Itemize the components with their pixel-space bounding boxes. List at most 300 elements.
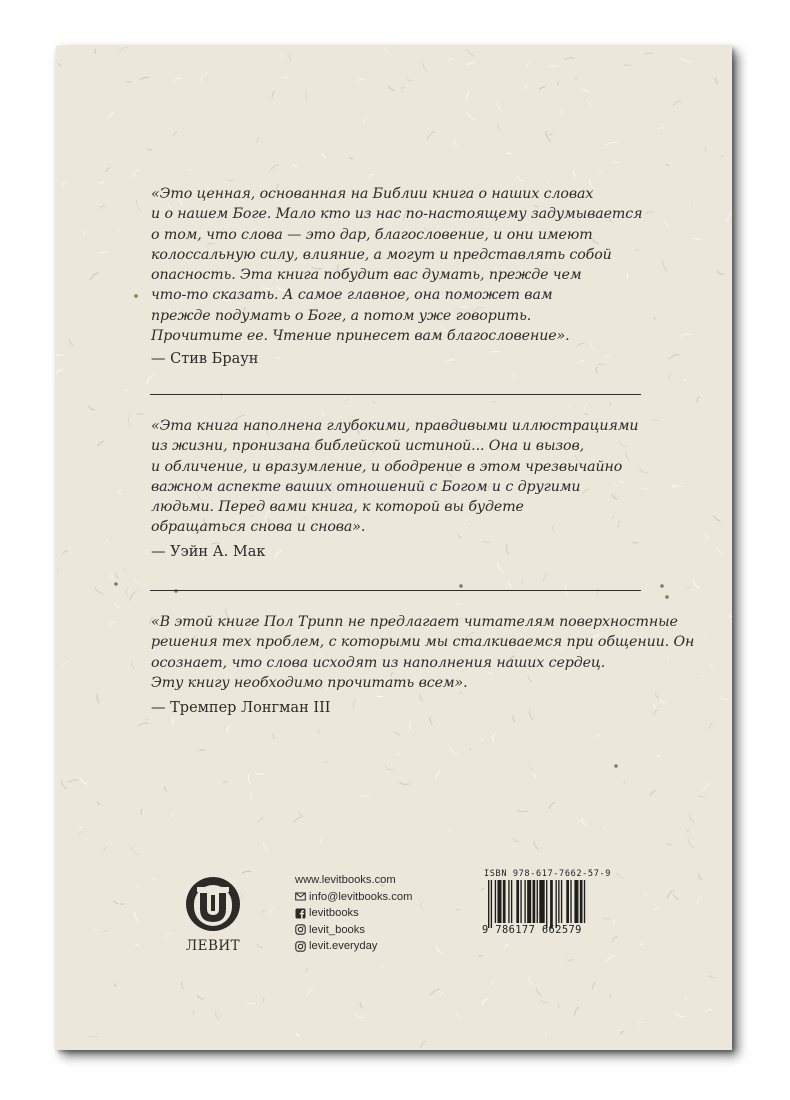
paper-fiber — [101, 252, 107, 253]
paper-fiber — [688, 839, 693, 848]
paper-fiber — [166, 933, 173, 937]
paper-fiber — [59, 63, 61, 66]
paper-fiber — [606, 956, 615, 962]
paper-fiber — [593, 983, 596, 990]
paper-fiber — [436, 772, 440, 779]
paper-fiber — [497, 102, 501, 110]
paper-fiber — [396, 753, 400, 755]
paper-fiber — [466, 63, 474, 65]
paper-fiber — [513, 839, 519, 842]
paper-fiber — [600, 171, 602, 173]
paper-fiber — [674, 101, 681, 105]
paper-fiber — [645, 53, 653, 54]
paper-fiber — [450, 748, 457, 756]
paper-fiber — [720, 697, 727, 700]
paper-fiber — [69, 340, 73, 345]
barcode-bar — [516, 880, 519, 923]
paper-fiber — [685, 996, 687, 999]
paper-fiber — [130, 591, 136, 600]
paper-fiber — [127, 588, 128, 597]
quote-line: важном аспекте ваших отношений с Богом и с другими — [151, 478, 581, 495]
paper-fiber — [714, 515, 721, 521]
quote-line: обращаться снова и снова». — [151, 519, 366, 536]
paper-fiber — [667, 891, 674, 899]
paper-fiber — [56, 355, 62, 356]
paper-fiber — [226, 179, 234, 180]
paper-fiber — [141, 809, 142, 814]
paper-fiber — [272, 92, 274, 99]
paper-fiber — [106, 168, 110, 172]
paper-fiber — [257, 138, 259, 143]
barcode-bar — [511, 880, 512, 923]
paper-fiber — [703, 784, 711, 792]
quote-line: «В этой книге Пол Трипп не предлагает читателям поверхностные — [151, 614, 678, 630]
paper-fiber — [585, 413, 588, 414]
paper-fiber — [104, 930, 108, 932]
review-quote-3 — [151, 612, 695, 693]
paper-fiber — [479, 955, 483, 956]
paper-fiber — [137, 884, 139, 886]
paper-fiber — [394, 731, 400, 735]
paper-fiber — [107, 540, 108, 542]
publisher-contacts — [295, 872, 412, 955]
paper-fiber — [449, 58, 455, 60]
paper-fiber — [654, 908, 658, 910]
paper-fiber — [360, 1003, 362, 1009]
paper-fiber — [565, 58, 574, 59]
facebook-icon — [295, 908, 306, 919]
paper-fiber — [198, 995, 204, 999]
paper-fiber — [660, 699, 664, 703]
barcode-bar — [558, 880, 559, 923]
paper-fiber — [585, 403, 587, 411]
paper-fiber — [445, 360, 455, 363]
paper-fiber — [456, 603, 462, 605]
paper-speck — [665, 595, 669, 599]
barcode-bar — [533, 880, 536, 923]
barcode-bar — [539, 880, 544, 923]
barcode-bar — [546, 880, 547, 928]
paper-fiber — [656, 694, 659, 697]
paper-fiber — [274, 551, 282, 558]
paper-fiber — [293, 165, 297, 166]
review-quote-1 — [151, 184, 661, 346]
paper-fiber — [658, 128, 665, 130]
paper-fiber — [80, 827, 82, 829]
paper-fiber — [530, 767, 533, 770]
paper-fiber — [528, 977, 533, 984]
barcode-bar — [550, 880, 553, 928]
paper-fiber — [633, 543, 638, 544]
paper-fiber — [109, 113, 114, 119]
isbn-label: ISBN 978-617-7662-57-9 — [484, 869, 612, 879]
paper-fiber — [350, 158, 353, 159]
paper-fiber — [506, 544, 508, 554]
paper-fiber — [115, 603, 120, 608]
quote-line: из жизни, пронизана библейской истиной... Она и вызов, — [151, 438, 585, 455]
paper-fiber — [400, 783, 409, 785]
paper-fiber — [466, 92, 469, 102]
paper-fiber — [436, 946, 442, 954]
barcode-bar — [503, 880, 506, 923]
paper-fiber — [63, 182, 65, 185]
paper-fiber — [604, 355, 610, 358]
paper-fiber — [523, 579, 524, 584]
paper-fiber — [215, 1012, 219, 1019]
paper-fiber — [513, 715, 514, 722]
paper-fiber — [189, 170, 193, 171]
paper-fiber — [493, 734, 494, 742]
paper-fiber — [456, 1012, 461, 1019]
barcode-bar — [561, 880, 562, 923]
paper-fiber — [255, 772, 265, 774]
paper-fiber — [596, 734, 600, 737]
paper-fiber — [247, 1003, 255, 1004]
review-author-3: — Тремпер Лонгман III — [151, 700, 331, 716]
paper-fiber — [91, 273, 99, 280]
review-author-2: — Уэйн А. Мак — [151, 544, 266, 560]
paper-fiber — [612, 936, 618, 942]
paper-fiber — [668, 658, 669, 660]
paper-fiber — [173, 132, 177, 136]
paper-speck — [134, 294, 138, 298]
paper-fiber — [654, 710, 657, 715]
paper-fiber — [283, 77, 288, 78]
paper-fiber — [257, 944, 262, 948]
paper-fiber — [498, 562, 503, 572]
paper-fiber — [382, 966, 384, 968]
paper-fiber — [669, 375, 670, 379]
barcode-bar — [488, 880, 489, 928]
paper-fiber — [140, 77, 149, 79]
paper-fiber — [689, 815, 694, 823]
paper-fiber — [704, 635, 708, 638]
paper-fiber — [389, 86, 394, 91]
paper-fiber — [658, 755, 660, 757]
barcode-bar — [491, 880, 492, 928]
quote-line: «Эта книга наполнена глубокими, правдивыми иллюстрациями — [151, 418, 639, 434]
paper-fiber — [507, 152, 511, 154]
paper-speck — [614, 764, 618, 768]
paper-fiber — [705, 1009, 712, 1011]
paper-fiber — [650, 791, 655, 796]
paper-fiber — [717, 546, 724, 555]
quote-line: прежде подумать о Боге, а потом уже говорить. — [151, 307, 532, 324]
paper-fiber — [116, 573, 119, 578]
paper-fiber — [62, 661, 70, 667]
paper-fiber — [509, 581, 511, 587]
paper-fiber — [135, 578, 138, 583]
paper-fiber — [420, 694, 423, 701]
paper-fiber — [118, 47, 127, 52]
paper-fiber — [136, 944, 139, 945]
paper-fiber — [561, 110, 562, 114]
paper-fiber — [698, 874, 702, 880]
paper-fiber — [582, 819, 587, 826]
barcode-bar — [497, 880, 501, 923]
paper-fiber — [697, 897, 702, 904]
paper-fiber — [308, 989, 313, 995]
paper-fiber — [610, 994, 611, 998]
paper-fiber — [322, 153, 326, 158]
paper-fiber — [493, 402, 496, 403]
paper-fiber — [193, 1011, 195, 1014]
paper-fiber — [63, 551, 68, 553]
paper-fiber — [298, 812, 302, 817]
barcode-bar — [566, 880, 569, 923]
paper-fiber — [273, 734, 275, 739]
paper-fiber — [442, 993, 443, 995]
paper-fiber — [598, 364, 606, 365]
paper-fiber — [133, 170, 139, 177]
paper-fiber — [666, 843, 672, 845]
paper-fiber — [482, 999, 488, 1005]
paper-fiber — [666, 164, 670, 165]
paper-fiber — [368, 174, 374, 177]
barcode-bar — [574, 880, 578, 923]
paper-fiber — [549, 803, 555, 809]
paper-fiber — [505, 945, 509, 948]
barcode-bar — [508, 880, 509, 923]
paper-fiber — [56, 370, 62, 374]
paper-fiber — [684, 379, 686, 380]
paper-fiber — [427, 132, 434, 139]
paper-fiber — [80, 832, 81, 835]
paper-fiber — [421, 1041, 426, 1047]
instagram-link-everyday[interactable] — [295, 938, 412, 955]
paper-fiber — [118, 228, 120, 230]
paper-fiber — [407, 79, 413, 82]
paper-fiber — [624, 64, 631, 65]
paper-fiber — [97, 802, 100, 805]
paper-fiber — [138, 723, 148, 726]
paper-fiber — [131, 847, 138, 855]
paper-fiber — [681, 334, 692, 336]
paper-fiber — [545, 1034, 547, 1036]
paper-fiber — [88, 406, 94, 410]
paper-fiber — [373, 401, 375, 403]
paper-fiber — [527, 63, 529, 66]
paper-fiber — [566, 960, 573, 961]
instagram-icon — [295, 941, 306, 952]
paper-fiber — [164, 786, 166, 791]
paper-fiber — [653, 704, 656, 708]
paper-fiber — [423, 63, 426, 71]
paper-fiber — [172, 812, 173, 817]
paper-fiber — [353, 699, 356, 709]
quote-line: и обличение, и вразумление, и ободрение в этом чрезвычайно — [151, 458, 623, 475]
barcode-digits: 9 786177 662579 — [482, 924, 582, 936]
paper-fiber — [612, 161, 620, 162]
paper-fiber — [669, 355, 679, 359]
book-back-cover — [56, 46, 732, 1050]
paper-fiber — [258, 817, 264, 822]
paper-fiber — [692, 204, 693, 206]
section-divider — [150, 590, 641, 591]
paper-fiber — [534, 841, 538, 849]
paper-fiber — [97, 694, 99, 702]
paper-fiber — [637, 1022, 642, 1026]
paper-fiber — [456, 909, 461, 910]
paper-fiber — [676, 1013, 686, 1017]
envelope-icon — [295, 891, 306, 902]
paper-fiber — [548, 66, 558, 67]
paper-fiber — [89, 1036, 98, 1037]
website-text: www.levitbooks.com — [295, 874, 396, 887]
paper-fiber — [386, 767, 393, 771]
paper-fiber — [573, 171, 576, 176]
instagram-text-books: levit_books — [309, 923, 365, 936]
paper-fiber — [711, 665, 713, 668]
paper-fiber — [468, 113, 475, 120]
paper-fiber — [269, 908, 274, 915]
paper-fiber — [127, 82, 131, 83]
barcode-bar — [556, 880, 557, 928]
quote-line: решения тех проблем, с которыми мы сталкиваемся при общении. Он — [151, 634, 695, 651]
paper-fiber — [716, 78, 718, 83]
section-divider — [150, 394, 641, 395]
paper-speck — [114, 582, 118, 586]
paper-fiber — [356, 1014, 364, 1018]
publisher-name: ЛЕВИТ — [185, 938, 241, 954]
paper-fiber — [491, 351, 499, 352]
paper-fiber — [384, 48, 390, 54]
paper-fiber — [687, 830, 689, 832]
paper-fiber — [665, 221, 669, 227]
paper-fiber — [99, 206, 105, 208]
paper-fiber — [146, 719, 149, 720]
paper-fiber — [281, 55, 282, 58]
paper-fiber — [114, 984, 116, 986]
paper-fiber — [543, 574, 548, 581]
paper-fiber — [228, 726, 230, 733]
paper-fiber — [707, 535, 708, 540]
paper-fiber — [126, 389, 129, 391]
barcode-bar — [570, 880, 571, 923]
paper-fiber — [709, 975, 715, 978]
paper-fiber — [306, 89, 307, 100]
paper-fiber — [574, 1007, 578, 1016]
paper-fiber — [686, 588, 691, 589]
paper-fiber — [325, 762, 327, 764]
paper-fiber — [58, 569, 59, 572]
paper-fiber — [263, 998, 264, 1001]
paper-fiber — [705, 147, 706, 151]
barcode-bar — [495, 880, 496, 923]
paper-fiber — [355, 79, 365, 82]
paper-fiber — [251, 794, 252, 800]
paper-fiber — [99, 182, 104, 183]
paper-fiber — [698, 795, 705, 797]
paper-fiber — [578, 361, 584, 363]
paper-fiber — [721, 156, 724, 158]
paper-fiber — [603, 917, 610, 919]
paper-fiber — [513, 375, 515, 377]
paper-fiber — [467, 49, 474, 56]
quote-line: что-то сказать. А самое главное, она поможет вам — [151, 287, 553, 304]
paper-fiber — [124, 569, 126, 570]
email-link[interactable] — [295, 889, 412, 906]
paper-fiber — [536, 988, 541, 997]
paper-fiber — [147, 376, 153, 384]
paper-fiber — [481, 739, 483, 741]
paper-fiber — [137, 414, 144, 415]
quote-line: Прочитите ее. Чтение принесет вам благословение». — [151, 328, 570, 345]
paper-fiber — [614, 920, 615, 924]
paper-fiber — [540, 1000, 547, 1003]
paper-fiber — [697, 397, 700, 402]
quote-line: опасность. Эта книга побудит вас думать, прежде чем — [151, 267, 582, 284]
paper-fiber — [530, 711, 533, 720]
paper-fiber — [620, 1032, 624, 1034]
paper-fiber — [588, 100, 592, 105]
paper-speck — [660, 584, 664, 588]
paper-fiber — [674, 486, 682, 487]
paper-fiber — [134, 913, 137, 921]
paper-fiber — [726, 215, 731, 223]
barcode-bar — [537, 880, 538, 923]
paper-fiber — [263, 843, 269, 852]
paper-fiber — [363, 116, 367, 123]
quote-line: колоссальную силу, влияние, а могут и представлять собой — [151, 246, 612, 263]
facebook-link[interactable] — [295, 905, 412, 922]
paper-fiber — [498, 123, 501, 130]
paper-fiber — [98, 441, 104, 445]
quote-line: Эту книгу необходимо прочитать всем». — [151, 674, 468, 691]
paper-fiber — [289, 54, 292, 61]
paper-fiber — [518, 810, 528, 811]
paper-fiber — [361, 795, 369, 796]
facebook-text: levitbooks — [309, 907, 359, 920]
paper-fiber — [584, 89, 591, 93]
paper-fiber — [131, 662, 134, 670]
paper-fiber — [558, 1003, 559, 1008]
website-link[interactable] — [295, 872, 412, 889]
paper-fiber — [200, 750, 205, 751]
paper-fiber — [56, 179, 57, 184]
paper-fiber — [272, 165, 279, 169]
quote-line: и о нашем Боге. Мало кто из нас по-настоящему задумывается — [151, 206, 643, 223]
paper-fiber — [693, 580, 699, 588]
paper-fiber — [701, 675, 703, 676]
paper-fiber — [148, 149, 152, 150]
paper-fiber — [95, 49, 96, 53]
paper-speck — [459, 584, 463, 588]
paper-fiber — [69, 780, 78, 782]
barcode-bar — [520, 880, 521, 923]
paper-fiber — [103, 847, 108, 851]
paper-fiber — [674, 895, 679, 899]
paper-fiber — [549, 134, 552, 135]
paper-fiber — [320, 836, 322, 845]
paper-fiber — [534, 774, 536, 777]
paper-fiber — [277, 357, 280, 358]
instagram-link-books[interactable] — [295, 922, 412, 939]
paper-fiber — [430, 718, 432, 725]
quote-line: о том, что слова — это дар, благословение, и они имеют — [151, 226, 593, 243]
paper-fiber — [607, 143, 618, 145]
paper-fiber — [172, 717, 173, 723]
quote-line: осознает, что слова исходят из наполнения наших сердец. — [151, 654, 606, 671]
paper-fiber — [80, 778, 87, 784]
instagram-icon — [295, 924, 306, 935]
paper-fiber — [201, 73, 208, 81]
paper-fiber — [681, 58, 691, 62]
paper-fiber — [294, 817, 303, 822]
paper-fiber — [95, 588, 103, 594]
paper-fiber — [346, 400, 348, 401]
paper-fiber — [645, 893, 646, 896]
